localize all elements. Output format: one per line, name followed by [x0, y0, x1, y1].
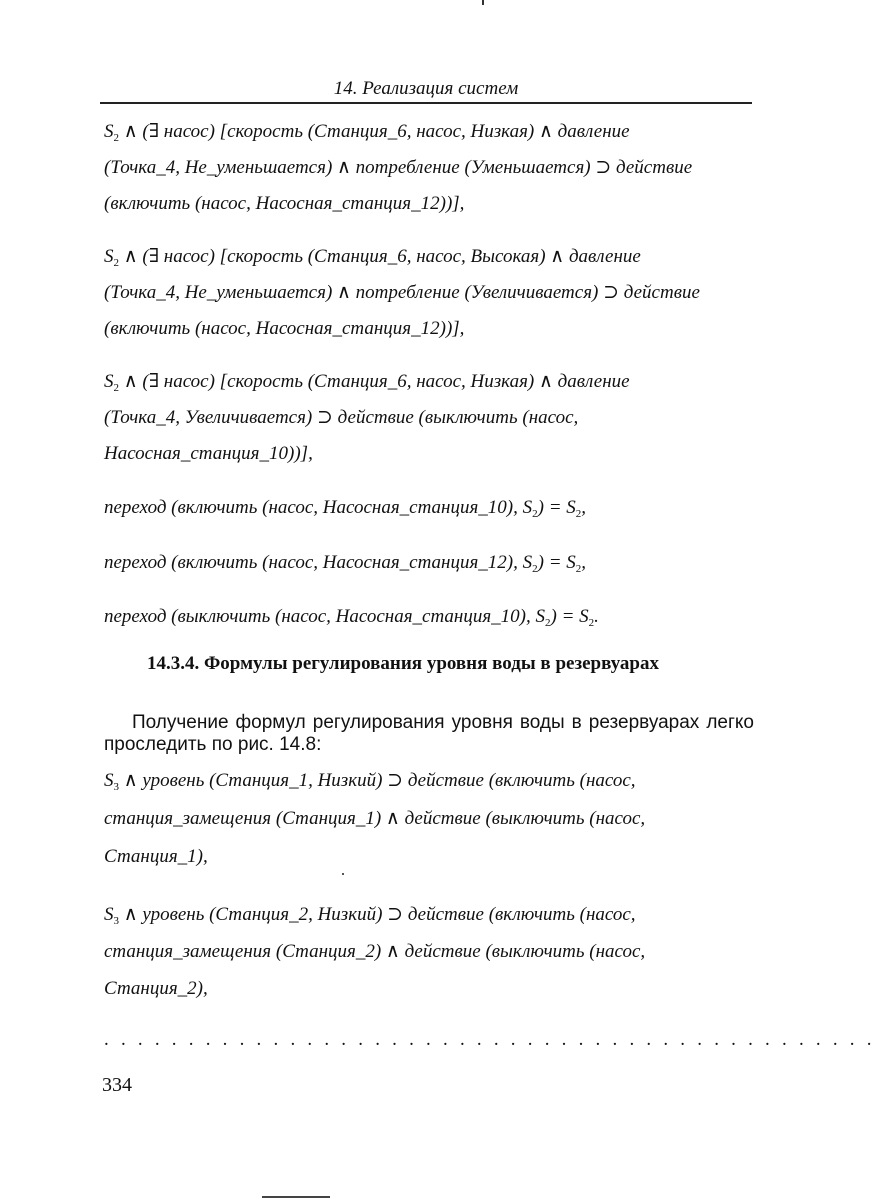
paragraph-line: проследить по рис. 14.8:	[104, 734, 322, 755]
formula-line: Станция_1),	[104, 846, 208, 867]
formula-line: станция_замещения (Станция_2) ∧ действие (выключить (насос,	[104, 941, 646, 962]
formula-line: $S_3$ ∧ уровень (Станция_2, Низкий) ⊃ действие (включить (насос,	[104, 904, 636, 927]
formula-line: (включить (насос, Насосная_станция_12))],	[104, 318, 465, 339]
formula-line: $S_2$ ∧ (∃ насос) [скорость (Станция_6, насос, Высокая) ∧ давление	[104, 246, 641, 269]
formula-line: (включить (насос, Насосная_станция_12))],	[104, 193, 465, 214]
page-number: 334	[102, 1074, 132, 1096]
formula-line: (Точка_4, Не_уменьшается) ∧ потребление (Увеличивается) ⊃ действие	[104, 282, 700, 303]
running-header-title: 14. Реализация систем	[333, 78, 519, 99]
formula-line: $S_3$ ∧ уровень (Станция_1, Низкий) ⊃ действие (включить (насос,	[104, 770, 636, 793]
formula-line: Станция_2),	[104, 978, 208, 999]
transition-line: переход (включить (насос, Насосная_станция_10), $S_2) = S_2$,	[104, 497, 587, 520]
paragraph-line: Получение формул регулирования уровня воды в резервуарах легко	[132, 712, 754, 733]
formula-line: $S_2$ ∧ (∃ насос) [скорость (Станция_6, насос, Низкая) ∧ давление	[104, 371, 630, 394]
print-speck	[342, 873, 344, 875]
transition-line: переход (выключить (насос, Насосная_станция_10), $S_2) = S_2$.	[104, 606, 599, 629]
formula-line: Насосная_станция_10))],	[104, 443, 313, 464]
formula-line: станция_замещения (Станция_1) ∧ действие (выключить (насос,	[104, 808, 646, 829]
transition-line: переход (включить (насос, Насосная_станция_12), $S_2) = S_2$,	[104, 552, 587, 575]
continuation-ellipsis: ..............................................	[104, 1029, 884, 1050]
formula-line: $S_2$ ∧ (∃ насос) [скорость (Станция_6, насос, Низкая) ∧ давление	[104, 121, 630, 144]
formula-line: (Точка_4, Увеличивается) ⊃ действие (выключить (насос,	[104, 407, 579, 428]
bottom-edge-rule	[262, 1196, 330, 1198]
body-paragraph	[104, 712, 754, 756]
running-header	[100, 76, 752, 104]
section-heading: 14.3.4. Формулы регулирования уровня воды в резервуарах	[146, 653, 660, 674]
formula-line: (Точка_4, Не_уменьшается) ∧ потребление (Уменьшается) ⊃ действие	[104, 157, 693, 178]
top-edge-mark	[482, 0, 484, 5]
